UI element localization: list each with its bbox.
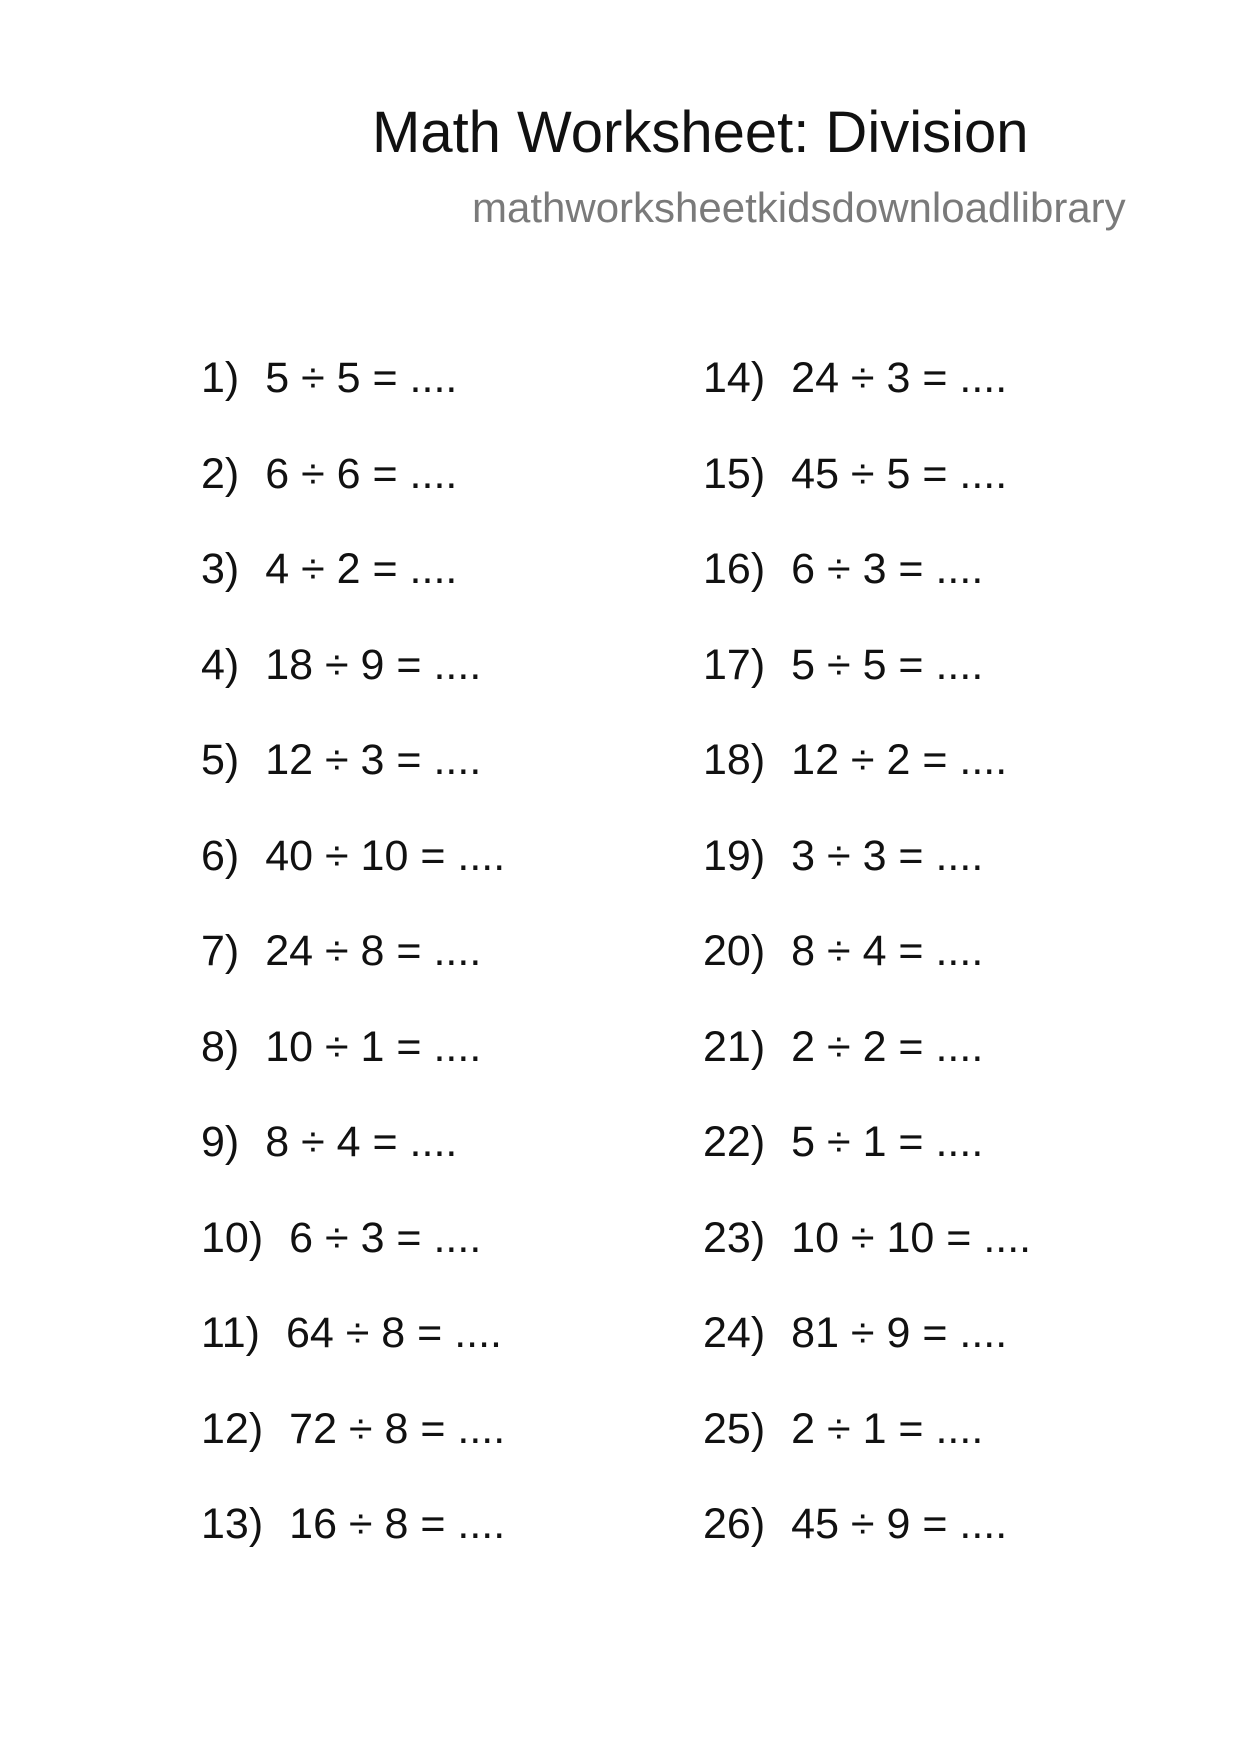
problem-item <box>201 1116 505 1212</box>
problem-number: 7) <box>201 927 240 975</box>
problem-number: 20) <box>703 927 766 975</box>
problem-expression: 45 ÷ 9 = .... <box>791 1500 1008 1548</box>
problem-expression: 3 ÷ 3 = .... <box>791 831 984 880</box>
problem-item <box>201 543 505 639</box>
problem-item <box>703 1116 1031 1212</box>
problem-number: 13) <box>201 1500 264 1548</box>
problem-number: 19) <box>703 831 766 880</box>
problem-expression: 81 ÷ 9 = .... <box>791 1309 1008 1357</box>
problem-column-right <box>703 352 1031 1594</box>
problem-item <box>703 1021 1031 1117</box>
problem-item <box>703 1403 1031 1499</box>
problem-item <box>201 830 505 926</box>
problem-number: 17) <box>703 640 766 689</box>
problem-expression: 24 ÷ 3 = .... <box>791 354 1008 402</box>
problem-number: 3) <box>201 545 240 593</box>
problem-item <box>201 1021 505 1117</box>
problem-number: 14) <box>703 354 766 402</box>
problem-number: 21) <box>703 1022 766 1071</box>
problem-number: 8) <box>201 1022 240 1071</box>
problem-expression: 12 ÷ 3 = .... <box>265 736 482 784</box>
problem-expression: 4 ÷ 2 = .... <box>265 545 458 593</box>
problem-item <box>201 925 505 1021</box>
problem-item <box>703 543 1031 639</box>
problem-expression: 5 ÷ 1 = .... <box>791 1118 984 1166</box>
problem-item <box>201 1307 505 1403</box>
problem-expression: 5 ÷ 5 = .... <box>791 640 984 689</box>
problem-expression: 10 ÷ 10 = .... <box>791 1213 1032 1262</box>
problem-item <box>201 734 505 830</box>
problem-item <box>703 925 1031 1021</box>
problem-column-left <box>201 352 505 1594</box>
problem-expression: 45 ÷ 5 = .... <box>791 449 1008 498</box>
problem-item <box>703 352 1031 448</box>
problem-item <box>703 448 1031 544</box>
problem-expression: 2 ÷ 2 = .... <box>791 1022 984 1071</box>
problem-item <box>201 1403 505 1499</box>
problem-number: 18) <box>703 736 766 784</box>
problem-number: 1) <box>201 354 240 402</box>
problem-item <box>703 1498 1031 1594</box>
problem-expression: 24 ÷ 8 = .... <box>265 927 482 975</box>
problem-item <box>703 639 1031 735</box>
problem-number: 4) <box>201 640 240 689</box>
problem-number: 16) <box>703 545 766 593</box>
problem-expression: 6 ÷ 3 = .... <box>289 1213 482 1262</box>
problem-expression: 12 ÷ 2 = .... <box>791 736 1008 784</box>
problem-item <box>201 639 505 735</box>
problem-item <box>201 1498 505 1594</box>
problem-number: 12) <box>201 1404 264 1453</box>
problem-expression: 6 ÷ 3 = .... <box>791 545 984 593</box>
problem-number: 23) <box>703 1213 766 1262</box>
problem-number: 2) <box>201 449 240 498</box>
problem-expression: 16 ÷ 8 = .... <box>289 1500 506 1548</box>
problem-number: 26) <box>703 1500 766 1548</box>
page-subtitle: mathworksheetkidsdownloadlibrary <box>472 184 1126 231</box>
problem-item <box>703 734 1031 830</box>
problem-number: 9) <box>201 1118 240 1166</box>
problem-expression: 18 ÷ 9 = .... <box>265 640 482 689</box>
problem-item <box>703 830 1031 926</box>
problem-expression: 72 ÷ 8 = .... <box>289 1404 506 1453</box>
problem-expression: 40 ÷ 10 = .... <box>265 831 506 880</box>
problem-expression: 8 ÷ 4 = .... <box>265 1118 458 1166</box>
problem-expression: 2 ÷ 1 = .... <box>791 1404 984 1453</box>
problem-number: 11) <box>201 1309 260 1357</box>
problem-expression: 8 ÷ 4 = .... <box>791 927 984 975</box>
problem-number: 25) <box>703 1404 766 1453</box>
problem-number: 5) <box>201 736 240 784</box>
problem-number: 6) <box>201 831 240 880</box>
problem-expression: 5 ÷ 5 = .... <box>265 354 458 402</box>
problem-expression: 10 ÷ 1 = .... <box>265 1022 482 1071</box>
problem-expression: 64 ÷ 8 = .... <box>285 1309 502 1357</box>
problem-number: 22) <box>703 1118 766 1166</box>
problem-item <box>703 1212 1031 1308</box>
problem-item <box>201 352 505 448</box>
problem-number: 24) <box>703 1309 766 1357</box>
problem-item <box>201 1212 505 1308</box>
problem-number: 10) <box>201 1213 264 1262</box>
page-title: Math Worksheet: Division <box>372 100 1029 165</box>
problem-expression: 6 ÷ 6 = .... <box>265 449 458 498</box>
problem-item <box>201 448 505 544</box>
problem-item <box>703 1307 1031 1403</box>
problem-number: 15) <box>703 449 766 498</box>
